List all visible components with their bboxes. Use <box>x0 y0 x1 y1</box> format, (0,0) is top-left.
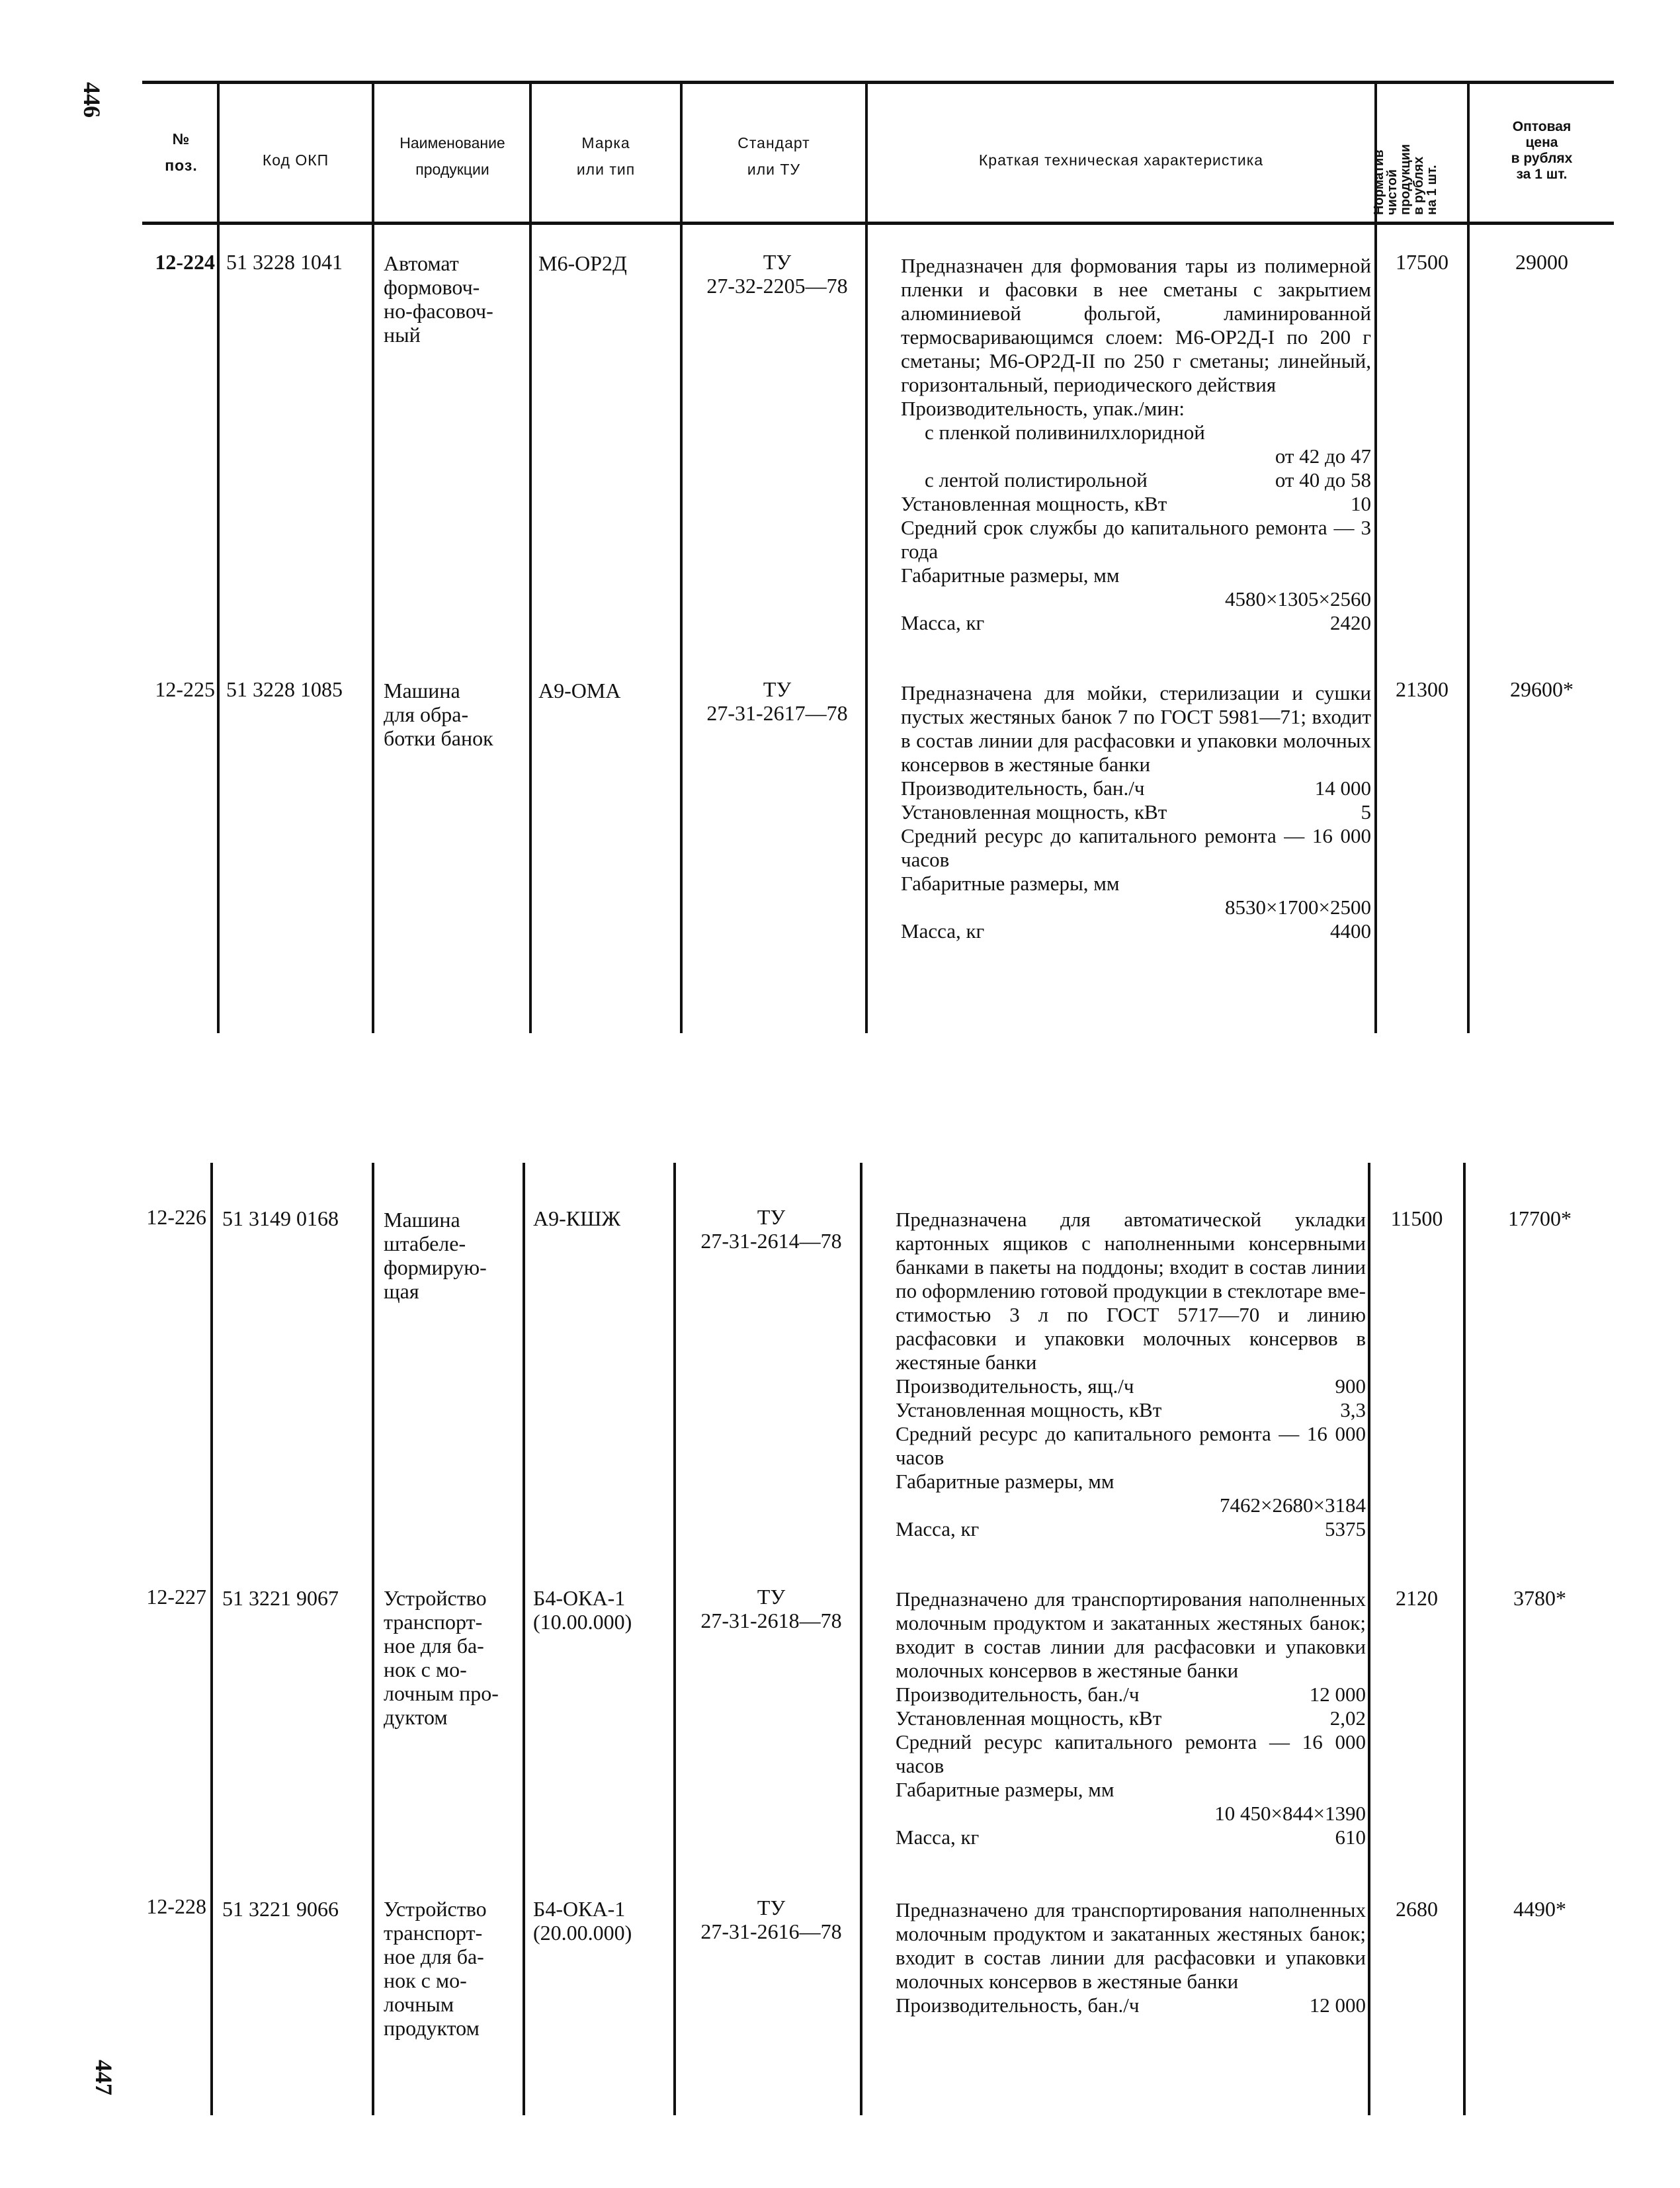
prop-line <box>866 1517 1366 1541</box>
header-price-line1: Оптовая <box>1512 119 1572 134</box>
prop-wrap: Средний ресурс капитального ремонта — 16 000 часов <box>896 1730 1366 1777</box>
name-line: ный <box>384 323 421 347</box>
std-line: 27-32-2205—78 <box>706 274 848 298</box>
row-std <box>688 677 866 725</box>
desc-text: Предназначено для транспортирования наполненных молочным продуктом и закатанных жестяных банок; входит в состав линии для расфасовки и упаковки молочных консервов в жестяные банки <box>896 1898 1366 1993</box>
header-name-line2: продукции <box>415 161 489 178</box>
row-description <box>866 1898 1366 2017</box>
name-line: нок с мо- <box>384 1968 467 1992</box>
col-sep <box>865 81 868 1033</box>
row-okp: 51 3149 0168 <box>222 1206 339 1230</box>
header-mark-line2: или тип <box>576 161 636 178</box>
header-pos <box>146 126 217 179</box>
row-name <box>384 1208 523 1303</box>
desc-text: Предназначен для формования тары из полимерной пленки и фасовки в нее сметаны с закрытием алюминиевой фольгой, ламинированной термосваривающимся слоем: М6-ОР2Д-I по 200 г сметаны; М6-ОР2Д-II по 250 г сметаны; линейный, горизонтальный, периодического действия <box>901 254 1371 396</box>
prop-wrap: Средний срок службы до капитального ремонта — 3 года <box>901 516 1371 563</box>
name-line: Устройство <box>384 1586 487 1610</box>
prop-value: 5375 <box>1325 1517 1366 1540</box>
desc-text: Предназначено для транспортирования наполненных молочным продуктом и закатанных жестяных банок; входит в состав линии для расфасовки и упаковки молочных консервов в жестяные банки <box>896 1587 1366 1682</box>
page-number-bottom: 447 <box>91 2060 117 2095</box>
prop-label: Производительность, бан./ч <box>896 1994 1140 2017</box>
name-line: Машина <box>384 679 460 702</box>
row-norm: 21300 <box>1396 677 1449 701</box>
std-line: ТУ <box>763 677 792 701</box>
header-price <box>1470 119 1614 183</box>
row-description <box>872 681 1371 943</box>
prop-value: 12 000 <box>1309 1994 1366 2017</box>
prop-label: Установленная мощность, кВт <box>896 1706 1162 1730</box>
col-sep <box>523 1163 525 2115</box>
row-mark: А9-ОМА <box>538 679 621 702</box>
prop-label: Габаритные размеры, мм <box>896 1470 1114 1493</box>
row-price: 29000 <box>1515 250 1568 274</box>
row-price: 29600* <box>1510 677 1574 701</box>
prop-line <box>872 800 1371 824</box>
row-name <box>384 1897 523 2040</box>
prop-value: 4400 <box>1330 919 1371 943</box>
prop-wrap: Средний ресурс до капитального ремонта — 16 000 часов <box>896 1422 1366 1469</box>
prop-line <box>872 468 1371 492</box>
row-std <box>688 250 866 298</box>
header-standard-line1: Стандарт <box>737 134 810 151</box>
row-name <box>384 679 526 750</box>
prop-label: Габаритные размеры, мм <box>896 1778 1114 1801</box>
prop-line <box>872 611 1371 635</box>
prop-label: Производительность, упак./мин: <box>901 397 1185 420</box>
row-pos: 12-227 <box>146 1585 206 1609</box>
prop-label: Установленная мощность, кВт <box>901 800 1167 823</box>
row-pos: 12-228 <box>146 1894 206 1918</box>
prop-value: от 42 до 47 <box>1275 444 1371 468</box>
std-line: ТУ <box>757 1896 786 1919</box>
prop-line <box>866 1398 1366 1422</box>
col-sep <box>860 1163 862 2115</box>
prop-label: Масса, кг <box>896 1826 980 1849</box>
prop-value: 2420 <box>1330 611 1371 634</box>
row-mark <box>533 1897 632 1945</box>
prop-line <box>866 1778 1366 1802</box>
prop-label: Масса, кг <box>901 919 985 943</box>
header-price-line2: цена <box>1525 135 1558 150</box>
header-pos-line2: поз. <box>165 157 198 174</box>
name-line: нок с мо- <box>384 1658 467 1681</box>
prop-label: Установленная мощность, кВт <box>901 492 1167 515</box>
prop-line <box>872 777 1371 800</box>
prop-wrap: Средний ресурс до капитального ремонта — 16 000 часов <box>901 824 1371 871</box>
std-line: 27-31-2614—78 <box>700 1229 842 1253</box>
name-line: формовоч- <box>384 275 480 299</box>
row-mark <box>533 1586 632 1634</box>
row-mark: А9-КШЖ <box>533 1206 621 1230</box>
prop-label: Габаритные размеры, мм <box>901 564 1120 587</box>
row-std <box>681 1205 861 1253</box>
row-std <box>681 1896 861 1943</box>
header-okp: Код ОКП <box>262 151 329 169</box>
row-price: 3780* <box>1513 1586 1566 1610</box>
prop-label: с лентой полистирольной <box>925 468 1148 491</box>
col-sep <box>529 81 532 1033</box>
header-standard <box>683 130 865 183</box>
mark-line: Б4-ОКА-1 <box>533 1586 626 1610</box>
prop-value: 5 <box>1361 800 1371 823</box>
row-description <box>866 1208 1366 1541</box>
std-line: 27-31-2616—78 <box>700 1919 842 1943</box>
prop-label: Установленная мощность, кВт <box>896 1398 1162 1421</box>
prop-line <box>866 1826 1366 1849</box>
row-okp: 51 3228 1041 <box>226 250 343 274</box>
name-line: дуктом <box>384 1705 448 1729</box>
name-line: штабеле- <box>384 1232 466 1255</box>
header-price-line3: в рублях <box>1511 151 1573 166</box>
prop-line <box>872 919 1371 943</box>
prop-line <box>872 564 1371 587</box>
header-pos-line1: № <box>172 130 190 147</box>
mark-line: (10.00.000) <box>533 1610 632 1634</box>
prop-label: Масса, кг <box>896 1517 980 1540</box>
row-norm: 11500 <box>1390 1206 1443 1230</box>
prop-value: 10 <box>1351 492 1371 515</box>
row-pos: 12-225 <box>155 677 215 701</box>
row-okp: 51 3221 9066 <box>222 1897 339 1921</box>
std-line: 27-31-2618—78 <box>700 1609 842 1632</box>
prop-line <box>866 1374 1366 1398</box>
col-sep <box>1463 1163 1466 2115</box>
name-line: транспорт- <box>384 1610 483 1634</box>
prop-label: Масса, кг <box>901 611 985 634</box>
row-norm: 2120 <box>1396 1586 1438 1610</box>
name-line: транспорт- <box>384 1921 483 1945</box>
prop-label: Производительность, бан./ч <box>901 777 1145 800</box>
std-line: ТУ <box>757 1205 786 1229</box>
col-sep <box>372 1163 374 2115</box>
std-line: 27-31-2617—78 <box>706 701 848 725</box>
prop-line <box>872 421 1371 444</box>
name-line: ное для ба- <box>384 1634 484 1658</box>
col-sep <box>1374 81 1377 1033</box>
prop-value: 7462×2680×3184 <box>1220 1494 1366 1517</box>
col-sep <box>217 81 220 1033</box>
name-line: продуктом <box>384 2016 480 2040</box>
header-mark-line1: Марка <box>581 134 630 151</box>
table-header-rule <box>142 222 1614 225</box>
prop-line <box>872 872 1371 896</box>
name-line: для обра- <box>384 702 469 726</box>
prop-value: 3,3 <box>1340 1398 1366 1421</box>
name-line: но-фасовоч- <box>384 299 493 323</box>
prop-value: 2,02 <box>1329 1706 1366 1730</box>
row-description <box>866 1587 1366 1849</box>
prop-line <box>866 1470 1366 1494</box>
name-line: Устройство <box>384 1897 487 1921</box>
prop-value: 4580×1305×2560 <box>1225 587 1371 610</box>
name-line: Машина <box>384 1208 460 1232</box>
desc-text: Предназначена для мойки, стерилизации и сушки пустых жестяных банок 7 по ГОСТ 5981—71; входит в состав линии для расфасовки и упаковки молочных консервов в жестяные банки <box>901 681 1371 776</box>
header-standard-line2: или ТУ <box>747 161 801 178</box>
row-norm: 2680 <box>1396 1897 1438 1921</box>
mark-line: Б4-ОКА-1 <box>533 1897 626 1921</box>
row-okp: 51 3228 1085 <box>226 677 343 701</box>
header-mark <box>532 130 680 183</box>
name-line: ное для ба- <box>384 1945 484 1968</box>
col-sep <box>680 81 683 1033</box>
col-sep <box>210 1163 213 2115</box>
prop-line <box>866 1994 1366 2017</box>
prop-line <box>872 492 1371 516</box>
col-sep <box>372 81 374 1033</box>
row-price: 17700* <box>1508 1206 1572 1230</box>
col-sep <box>1368 1163 1370 2115</box>
prop-value: 12 000 <box>1309 1683 1366 1706</box>
page-number-top: 446 <box>79 82 105 118</box>
name-line: Автомат <box>384 251 459 275</box>
prop-value: 8530×1700×2500 <box>1225 896 1371 919</box>
col-sep <box>673 1163 676 2115</box>
name-line: щая <box>384 1279 419 1303</box>
prop-line <box>866 1683 1366 1706</box>
row-pos: 12-226 <box>146 1205 206 1229</box>
prop-label: Габаритные размеры, мм <box>901 872 1120 895</box>
name-line: лочным <box>384 1992 454 2016</box>
prop-value: от 40 до 58 <box>1275 468 1371 491</box>
header-norm: Норматив чистой продукции в рублях на 1 шт. <box>1372 144 1439 215</box>
row-okp: 51 3221 9067 <box>222 1586 339 1610</box>
prop-label: Производительность, ящ./ч <box>896 1374 1134 1398</box>
prop-line <box>866 1706 1366 1730</box>
mark-line: (20.00.000) <box>533 1921 632 1945</box>
col-sep <box>1467 81 1470 1033</box>
name-line: ботки банок <box>384 726 493 750</box>
prop-value: 900 <box>1335 1374 1366 1398</box>
row-price: 4490* <box>1513 1897 1566 1921</box>
row-name <box>384 251 526 347</box>
name-line: формирую- <box>384 1255 487 1279</box>
std-line: ТУ <box>757 1585 786 1609</box>
prop-label: Производительность, бан./ч <box>896 1683 1140 1706</box>
row-description <box>872 254 1371 635</box>
row-mark: М6-ОР2Д <box>538 251 627 275</box>
name-line: лочным про- <box>384 1681 499 1705</box>
header-name <box>374 130 530 183</box>
header-name-line1: Наименование <box>399 134 505 151</box>
prop-label: с пленкой поливинилхлоридной <box>925 421 1205 444</box>
prop-line <box>872 397 1371 421</box>
prop-value: 610 <box>1335 1826 1366 1849</box>
row-pos: 12-224 <box>155 250 215 274</box>
row-std <box>681 1585 861 1632</box>
header-price-line4: за 1 шт. <box>1516 167 1568 182</box>
std-line: ТУ <box>763 250 792 274</box>
row-name <box>384 1586 523 1729</box>
row-norm: 17500 <box>1396 250 1449 274</box>
header-description: Краткая техническая характеристика <box>978 151 1264 169</box>
desc-text: Предназначена для автоматической укладки картонных ящиков с наполненными консервными банками в пакеты на поддоны; входит в состав линии по оформлению готовой продукции в стеклотаре вместимостью 3 л по ГОСТ 5717—70 и линию расфасовки и упаковки молочных консервов в жестяные банки <box>896 1208 1366 1374</box>
prop-value: 14 000 <box>1314 777 1371 800</box>
prop-value: 10 450×844×1390 <box>1214 1802 1366 1825</box>
